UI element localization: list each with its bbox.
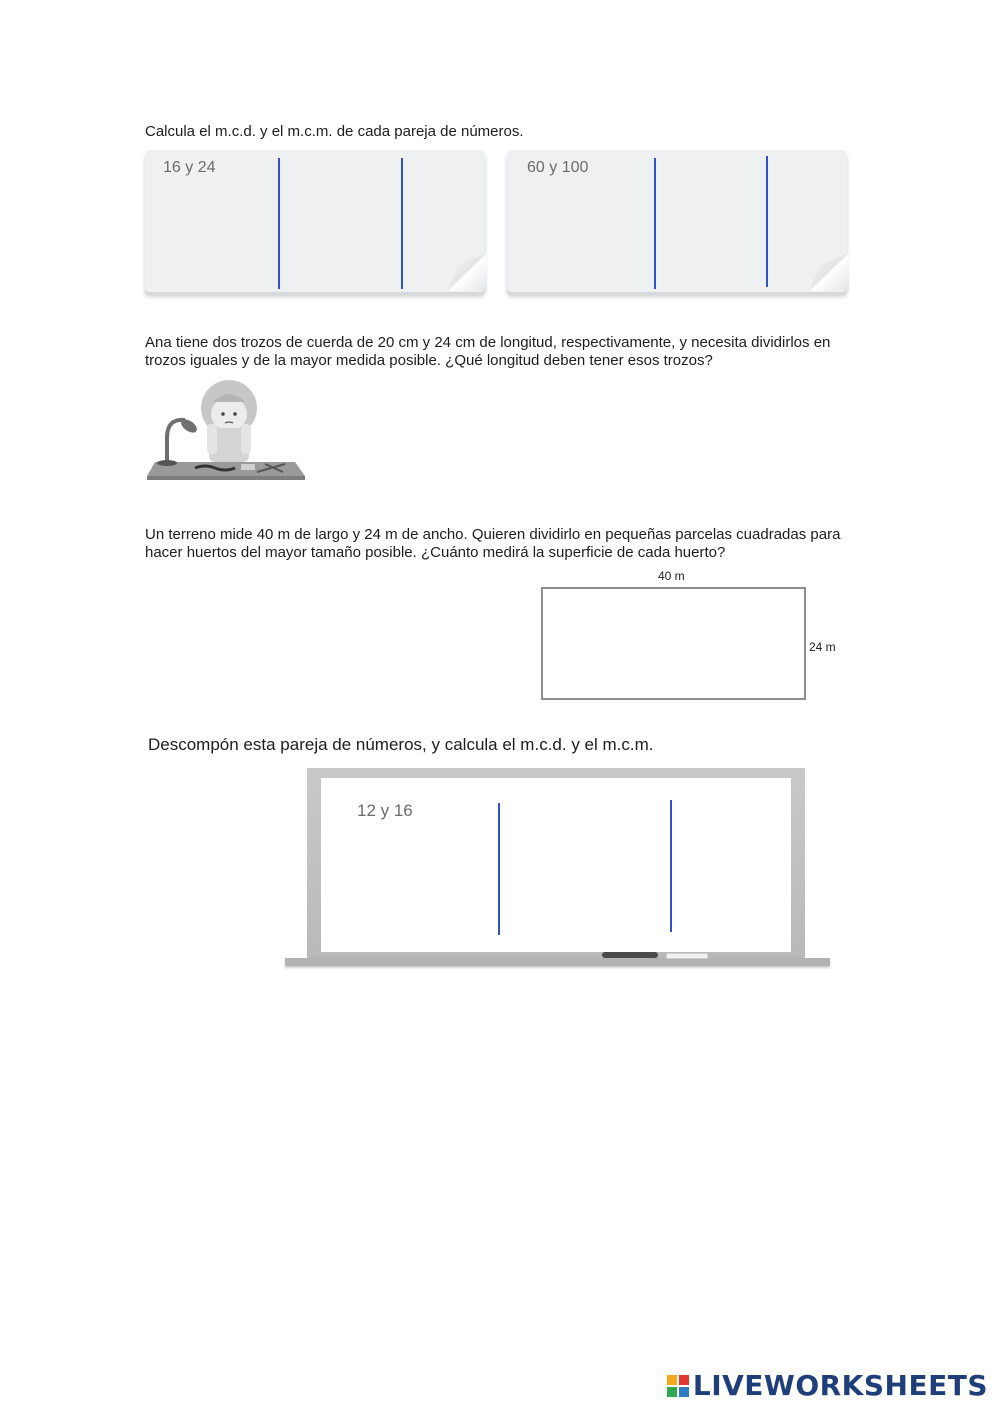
liveworksheets-logo [667, 1369, 988, 1402]
card-label: 16 y 24 [163, 159, 216, 176]
girl-at-desk-illustration [145, 378, 307, 482]
divider-line [401, 158, 403, 289]
liveworksheets-icon [667, 1375, 689, 1397]
marker-icon [602, 952, 658, 958]
card-label: 60 y 100 [527, 159, 589, 176]
board-label: 12 y 16 [357, 801, 413, 820]
exercise3-line1: Un terreno mide 40 m de largo y 24 m de ancho. Quieren dividirlo en pequeñas parcelas cuadradas para [145, 526, 841, 543]
exercise2-line2: trozos iguales y de la mayor medida posible. ¿Qué longitud deben tener esos trozos? [145, 352, 713, 369]
height-label: 24 m [809, 640, 836, 654]
terrain-rectangle [541, 587, 806, 700]
exercise3-line2: hacer huertos del mayor tamaño posible. ¿Cuánto medirá la superficie de cada huerto? [145, 544, 726, 561]
divider-line [670, 800, 672, 932]
width-label: 40 m [658, 569, 685, 583]
whiteboard-tray [285, 958, 830, 966]
divider-line [498, 803, 500, 935]
exercise2-line1: Ana tiene dos trozos de cuerda de 20 cm y 24 cm de longitud, respectivamente, y necesita dividirlos en [145, 334, 831, 351]
exercise4-instruction: Descompón esta pareja de números, y calcula el m.c.d. y el m.c.m. [148, 735, 654, 754]
brand-name: LIVEWORKSHEETS [692, 1369, 988, 1402]
divider-line [654, 158, 656, 289]
divider-line [766, 156, 768, 287]
exercise1-instruction: Calcula el m.c.d. y el m.c.m. de cada pareja de números. [145, 123, 524, 140]
chalk-icon [666, 953, 708, 959]
divider-line [278, 158, 280, 289]
